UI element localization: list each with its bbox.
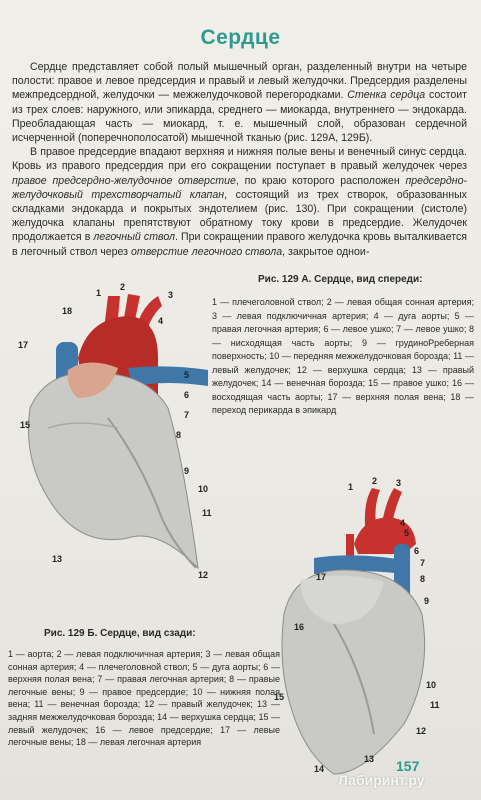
figure-label-17: 17 <box>316 572 327 582</box>
figure-label-8: 8 <box>176 430 182 440</box>
term-italic: отверстие легочного ствола <box>130 245 283 258</box>
figure-label-13: 13 <box>364 754 375 764</box>
text-run: , по краю которого расположен <box>235 174 406 187</box>
figure-label-13: 13 <box>52 554 63 564</box>
term-italic: Стенка сердца <box>347 89 426 102</box>
term-italic: предсердно-желудочковый трехстворчатый клапан <box>12 174 467 201</box>
figure-label-7: 7 <box>420 558 426 568</box>
figure-label-4: 4 <box>400 518 406 528</box>
figure-label-5: 5 <box>404 528 410 538</box>
figure-a-caption: Рис. 129 А. Сердце, вид спереди: <box>258 274 423 285</box>
heart-posterior-illustration <box>254 474 450 780</box>
figure-label-8: 8 <box>420 574 426 584</box>
figure-label-12: 12 <box>416 726 427 736</box>
figure-label-2: 2 <box>120 282 126 292</box>
figure-label-3: 3 <box>396 478 402 488</box>
paragraph-2 <box>12 145 467 259</box>
figure-label-10: 10 <box>426 680 437 690</box>
figure-b-legend: 1 — аорта; 2 — левая подключичная артерия; 3 — левая общая сонная артерия; 4 — плечеголовной ствол; 5 — дуга аорты; 6 — верхняя полая вена; 7 — правая легочная артерия; 8 — правые легочные вены; 9 — правое предсердие; 10 — нижняя полая вена; 11 — венечная борозда; 12 — правый желудочек; 13 — задняя межжелудочковая борозда; 14 — верхушка сердца; 15 — левый желудочек; 16 — левое предсердие; 17 — левые легочные вены; 18 — левая легочная артерия <box>8 649 280 748</box>
figure-label-6: 6 <box>414 546 420 556</box>
paragraph-1 <box>12 60 467 145</box>
figure-b-caption: Рис. 129 Б. Сердце, вид сзади: <box>44 628 196 639</box>
figure-a-legend: 1 — плечеголовной ствол; 2 — левая общая сонная артерия; 3 — левая подключичная артерия; 4 — дуга аорты; 5 — правая легочная артерия; 6 — левое ушко; 7 — левое ушко; 8 — нисходящая часть аорты; 9 — грудиноРреберная поверхность; 10 — передняя межжелудочковая борозда; 11 — левый желудочек; 12 — верхушка сердца; 13 — правый желудочек; 14 — венечная борозда; 15 — правое ушко; 16 — восходящая часть аорты; 17 — верхняя полая вена; 18 — переход перикарда в эпикард <box>212 297 474 415</box>
figure-label-11: 11 <box>430 700 440 710</box>
text-run: Сердце представляет собой полый мышечный орган, разделенный внутри на четыре полости: правое и левое предсердия и правый и левый желудочки. Предсердия разделены межпредсердной, желудочки — межжелудочковой перегородками. <box>12 61 467 102</box>
figure-label-15: 15 <box>20 420 31 430</box>
text-run: состоит из трех слоев: наружного, или эпикарда, среднего — миокарда, внутреннего — эндокарда. Преобладающая часть — миокард, т. е. мышечный слой, образован сердечной исчерченной (поперечнополосатой) мышечной тканью (рис. 129А, 129Б). <box>12 89 468 145</box>
term-italic: легочный ствол <box>93 231 175 244</box>
figure-label-6: 6 <box>184 390 190 400</box>
text-run: . При сокращении правого желудочка кровь выталкивается в легочный ствол через <box>12 231 468 258</box>
figure-label-2: 2 <box>372 476 378 486</box>
term-italic: правое предсердно-желудочное отверстие <box>12 174 236 187</box>
figure-label-18: 18 <box>62 306 73 316</box>
figure-label-1: 1 <box>96 288 102 298</box>
body-text <box>12 60 467 259</box>
figure-label-16: 16 <box>294 622 305 632</box>
text-run: , закрытое однои- <box>282 245 370 258</box>
figure-label-3: 3 <box>168 290 174 300</box>
watermark: Лабиринт.ру <box>338 772 425 788</box>
page-title: Сердце <box>200 26 281 49</box>
heart-anterior-illustration <box>8 278 218 588</box>
page-number: 157 <box>396 758 420 774</box>
text-run: , состоящий из трех створок, образованных складками эндокарда и покрытых эндотелием (рис. 130). При сокращении (систоле) желудочка клапаны препятствуют обратному току крови в предсердие. Желудочек продолжается в <box>12 188 467 244</box>
figure-label-17: 17 <box>18 340 29 350</box>
figure-label-9: 9 <box>424 596 430 606</box>
figure-label-14: 14 <box>314 764 325 774</box>
figure-label-10: 10 <box>198 484 209 494</box>
text-run: В правое предсердие впадают верхняя и нижняя полые вены и венечный синус сердца. Кровь из правого предсердия при его сокращении поступает в правый желудочек через <box>12 146 467 173</box>
figure-label-9: 9 <box>184 466 190 476</box>
figure-label-15: 15 <box>274 692 285 702</box>
figure-label-4: 4 <box>158 316 164 326</box>
figure-label-12: 12 <box>198 570 209 580</box>
figure-label-11: 11 <box>202 508 212 518</box>
figure-label-1: 1 <box>348 482 354 492</box>
figure-label-5: 5 <box>184 370 190 380</box>
figure-label-7: 7 <box>184 410 190 420</box>
